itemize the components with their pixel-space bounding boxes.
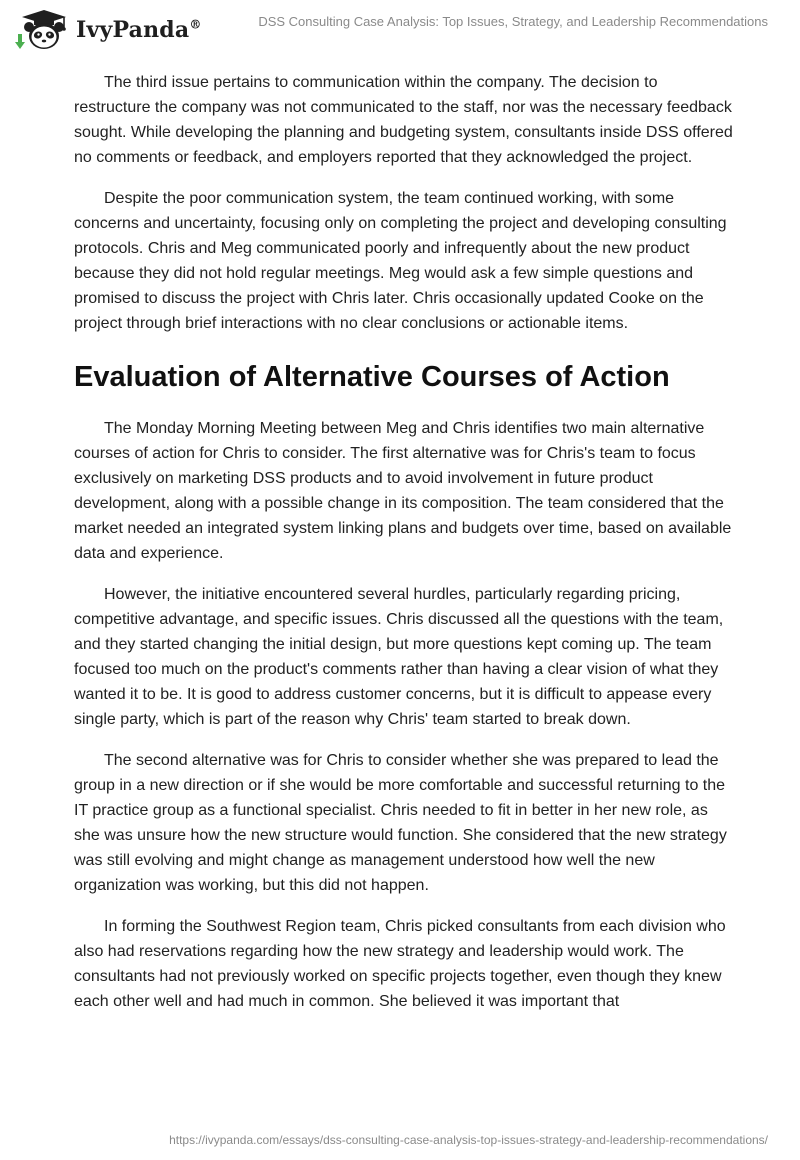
paragraph: The Monday Morning Meeting between Meg and Chris identifies two main alternative courses of action for Chris to consider. The first alternative was for Chris's team to focus exclusively on marketing DSS products and to avoid involvement in future product development, along with a possible change in its composition. The team considered that the market needed an integrated system linking plans and budgets over time, based on available data and experience.	[74, 420, 732, 562]
paragraph: The third issue pertains to communication within the company. The decision to restructure the company was not communicated to the staff, nor was the necessary feedback sought. While developing the planning and budgeting system, consultants inside DSS offered no comments or feedback, and employers reported that they acknowledged the project.	[74, 74, 733, 166]
paragraph: The second alternative was for Chris to consider whether she was prepared to lead the group in a new direction or if she would be more comfortable and successful returning to the IT practice group as a functional specialist. Chris needed to fit in better in her new role, as she was unsure how the new structure would function. She considered that the new strategy was still evolving and might change as management understood how well the new organization was working, but this did not happen.	[74, 752, 727, 894]
section-heading: Evaluation of Alternative Courses of Action	[74, 361, 670, 393]
page-header	[0, 0, 800, 60]
panda-graduate-icon	[14, 8, 72, 52]
logo-text	[76, 17, 202, 43]
logo-wordmark: IvyPanda	[76, 17, 190, 43]
source-url[interactable]: https://ivypanda.com/essays/dss-consulting-case-analysis-top-issues-strategy-and-leadership-recommendations/	[169, 1133, 768, 1147]
essay-content	[74, 70, 734, 1030]
paragraph: Despite the poor communication system, the team continued working, with some concerns and uncertainty, focusing only on completing the project and developing consulting protocols. Chris and Meg communicated poorly and infrequently about the new product because they did not hold regular meetings. Meg would ask a few simple questions and promised to discuss the project with Chris later. Chris occasionally updated Cooke on the project through brief interactions with no clear conclusions or actionable items.	[74, 190, 727, 332]
registered-mark: ®	[189, 17, 202, 32]
paragraph: However, the initiative encountered several hurdles, particularly regarding pricing, competitive advantage, and specific issues. Chris discussed all the questions with the team, and they started changing the initial design, but more questions kept coming up. The team focused too much on the product's comments rather than having a clear vision of what they wanted it to be. It is good to address customer concerns, but it is difficult to appease every single party, which is part of the reason why Chris' team started to break down.	[74, 586, 724, 728]
document-title: DSS Consulting Case Analysis: Top Issues, Strategy, and Leadership Recommendations	[258, 14, 768, 29]
site-logo[interactable]	[14, 8, 202, 52]
paragraph: In forming the Southwest Region team, Chris picked consultants from each division who also had reservations regarding how the new strategy and leadership would work. The consultants had not previously worked on specific projects together, even though they knew each other well and had much in common. She believed it was important that	[74, 918, 726, 1010]
